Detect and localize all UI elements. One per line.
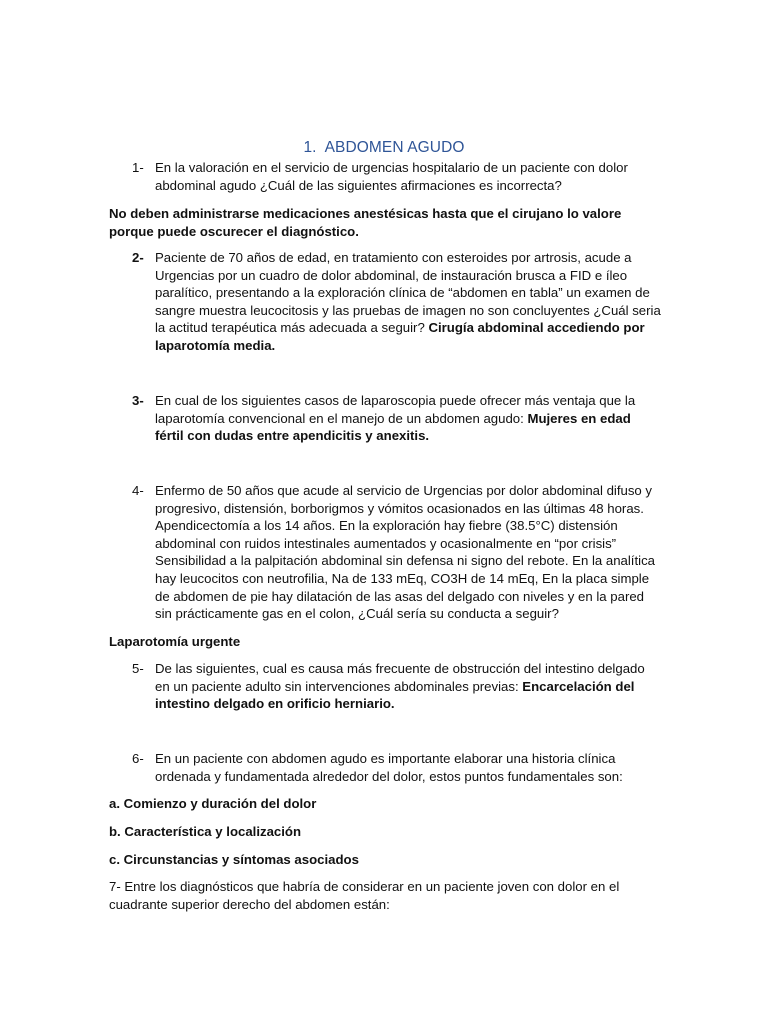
question-6 <box>132 750 662 785</box>
question-3 <box>132 392 662 445</box>
question-2-answer: Cirugía abdominal accediendo por laparotomía media. <box>155 320 645 353</box>
question-1-answer: No deben administrarse medicaciones anestésicas hasta que el cirujano lo valore porque puede oscurecer el diagnóstico. <box>109 206 622 239</box>
question-4 <box>132 482 662 623</box>
question-6-text: En un paciente con abdomen agudo es importante elaborar una historia clínica ordenada y fundamentada alrededor del dolor, estos puntos fundamentales son: <box>155 751 623 784</box>
question-1-text: En la valoración en el servicio de urgencias hospitalario de un paciente con dolor abdominal agudo ¿Cuál de las siguientes afirmaciones es incorrecta? <box>155 160 628 193</box>
question-5-answer: Encarcelación del intestino delgado en orificio herniario. <box>155 678 635 712</box>
question-3-answer: Mujeres en edad fértil con dudas entre apendicitis y anexitis. <box>155 410 631 444</box>
question-1-number: 1- <box>132 160 144 175</box>
question-6-number: 6- <box>132 751 144 766</box>
question-3-text: En cual de los siguientes casos de laparoscopia puede ofrecer más ventaja que la laparotomía convencional en el manejo de un abdomen agudo: <box>155 393 636 426</box>
question-5 <box>132 660 662 713</box>
question-5-number: 5- <box>132 661 144 676</box>
question-6-answer-a: a. Comienzo y duración del dolor <box>109 796 317 811</box>
title-number: 1. <box>303 139 317 156</box>
question-6-answer-c: c. Circunstancias y síntomas asociados <box>109 852 359 867</box>
question-2-number: 2- <box>132 250 144 265</box>
question-4-answer: Laparotomía urgente <box>109 634 241 649</box>
question-2-text: Paciente de 70 años de edad, en tratamiento con esteroides por artrosis, acude a Urgencias por un cuadro de dolor abdominal, de instauración brusca a FID e íleo paralítico, presentando a la exploración clínica de “abdomen en tabla” un examen de sangre muestra leucocitosis y las pruebas de imagen no son concluyentes ¿Cuál seria la actitud terapéutica más adecuada a seguir? <box>155 250 661 336</box>
question-7-text: 7- Entre los diagnósticos que habría de considerar en un paciente joven con dolor en el cuadrante superior derecho del abdomen están: <box>109 879 620 912</box>
question-4-number: 4- <box>132 483 144 498</box>
page-title <box>0 139 768 157</box>
question-6-answer-b: b. Característica y localización <box>109 824 302 839</box>
question-2 <box>132 249 662 355</box>
question-1 <box>132 159 662 194</box>
question-5-text: De las siguientes, cual es causa más frecuente de obstrucción del intestino delgado en un paciente adulto sin intervenciones abdominales previas: <box>155 661 645 694</box>
title-text: ABDOMEN AGUDO <box>324 139 465 156</box>
question-3-number: 3- <box>132 393 144 408</box>
question-4-text: Enfermo de 50 años que acude al servicio de Urgencias por dolor abdominal difuso y progresivo, distensión, borborigmos y vómitos ocasionados en las últimas 48 horas. Apendicectomía a los 14 años. En la exploración hay fiebre (38.5°C) distensión abdominal con ruidos intestinales aumentados y ocasionalmente en “por crisis” Sensibilidad a la palpitación abdominal sin defensa ni signo del rebote. En la analítica hay leucocitos con neutrofilia, Na de 133 mEq, CO3H de 14 mEq, En la placa simple de abdomen de pie hay dilatación de las asas del delgado con niveles y en la pared sin prácticamente gas en el colon, ¿Cuál sería su conducta a seguir? <box>155 483 655 622</box>
